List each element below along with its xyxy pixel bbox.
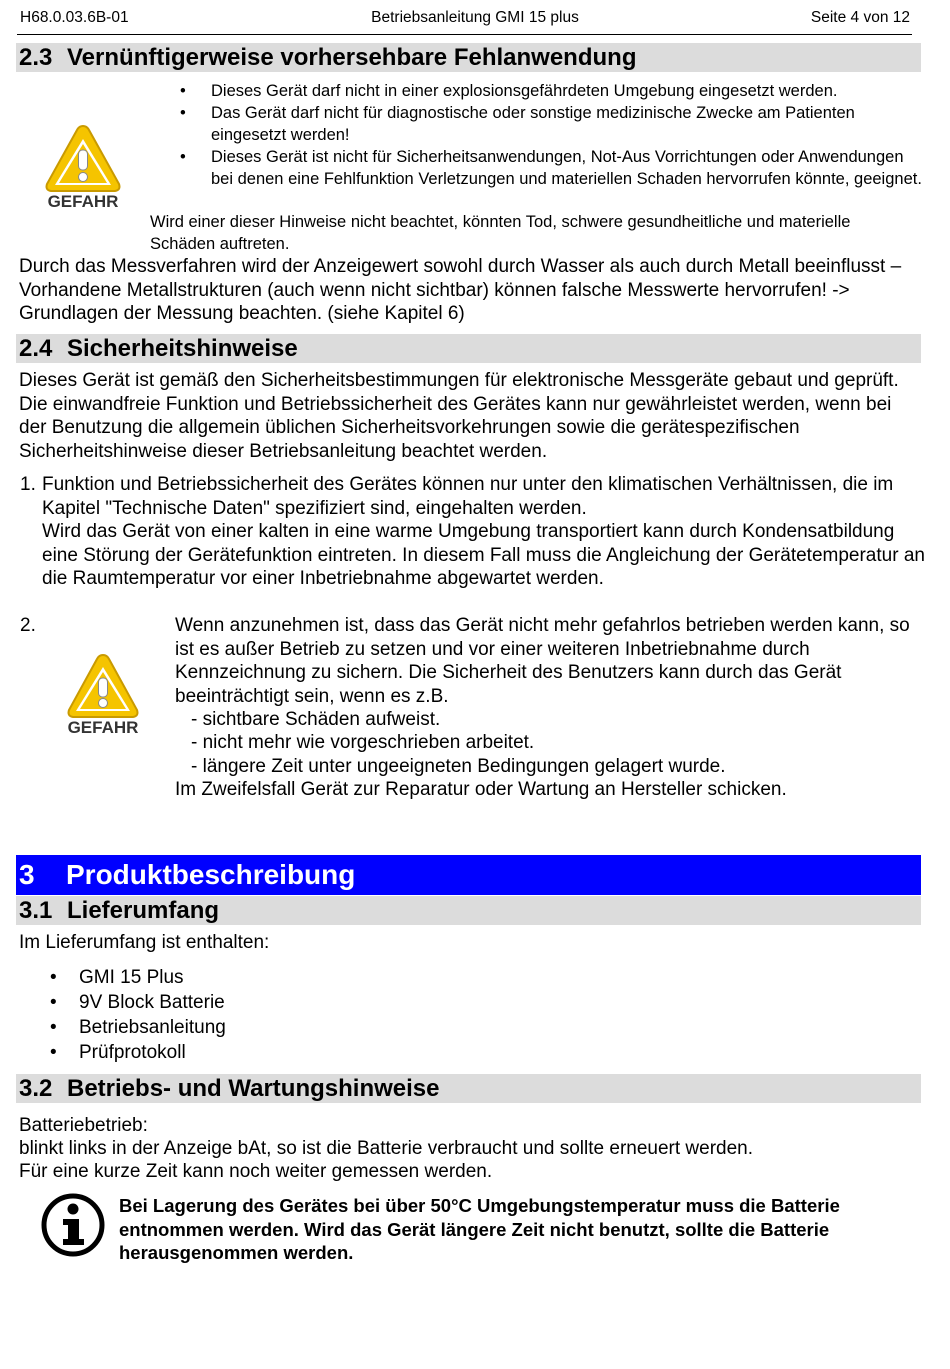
doc-title: Betriebsanleitung GMI 15 plus — [371, 9, 579, 26]
section-2-3-heading — [16, 43, 921, 72]
gefahr-label: GEFAHR — [47, 192, 119, 210]
list-item: • Dieses Gerät darf nicht in einer explosionsgefährdeten Umgebung eingesetzt werden. — [178, 80, 928, 102]
section-number: 2.3 — [19, 44, 53, 71]
list-number: 1. — [20, 474, 36, 495]
safety-closing: Im Zweifelsfall Gerät zur Reparatur oder Wartung an Hersteller schicken. — [175, 779, 787, 800]
chapter-number: 3 — [19, 859, 35, 890]
measurement-note: Durch das Messverfahren wird der Anzeigewert sowohl durch Wasser als auch durch Metall beeinflusst – Vorhandene Metallstrukturen (auch wenn nicht sichtbar) können falsche Messwerte hervorrufen! -> Grundlagen der Messung beachten. (siehe Kapitel 6) — [19, 256, 902, 324]
section-title: Vernünftigerweise vorhersehbare Fehlanwendung — [67, 44, 637, 71]
section-title: Lieferumfang — [67, 897, 220, 924]
page-number: Seite 4 von 12 — [810, 9, 910, 26]
section-title: Sicherheitshinweise — [67, 335, 298, 362]
header-divider — [17, 34, 912, 35]
danger-warning-icon — [62, 651, 144, 737]
chapter-title: Produktbeschreibung — [66, 859, 356, 890]
gefahr-label: GEFAHR — [67, 718, 139, 737]
section-title: Betriebs- und Wartungshinweise — [67, 1075, 440, 1102]
section-number: 3.2 — [19, 1075, 53, 1102]
list-item: • Dieses Gerät ist nicht für Sicherheitsanwendungen, Not-Aus Vorrichtungen oder Anwendungen bei denen eine Fehlfunktion Verletzungen und materiellen Schaden hervorrufen könnte, geeignet. — [178, 146, 928, 190]
battery-line-2: Für eine kurze Zeit kann noch weiter gemessen werden. — [19, 1161, 493, 1182]
delivery-intro: Im Lieferumfang ist enthalten: — [19, 932, 270, 953]
misuse-list — [178, 80, 928, 190]
list-item: • GMI 15 Plus — [50, 965, 226, 990]
chapter-3-heading — [16, 855, 921, 895]
battery-line-1: blinkt links in der Anzeige bAt, so ist die Batterie verbraucht und sollte erneuert werden. — [19, 1138, 754, 1159]
list-item: • Betriebsanleitung — [50, 1015, 226, 1040]
doc-id: H68.0.03.6B-01 — [20, 9, 129, 26]
dash-item: - längere Zeit unter ungeeigneten Bedingungen gelagert wurde. — [191, 756, 726, 777]
storage-note: Bei Lagerung des Gerätes bei über 50°C Umgebungstemperatur muss die Batterie entnommen werden. Wird das Gerät längere Zeit nicht benutzt, sollte die Batterie herausgenommen werden. — [119, 1195, 840, 1263]
delivery-list — [50, 965, 226, 1065]
section-number: 2.4 — [19, 335, 53, 362]
section-3-1-heading — [16, 896, 921, 925]
info-icon — [40, 1192, 106, 1258]
section-number: 3.1 — [19, 897, 53, 924]
safety-item-2: Wenn anzunehmen ist, dass das Gerät nicht mehr gefahrlos betrieben werden kann, so ist es außer Betrieb zu setzen und vor einer weiteren Inbetriebnahme durch Kennzeichnung zu sichern. Die Sicherheit des Benutzers kann durch das Gerät beeinträchtigt sein, wenn es z.B. — [175, 615, 910, 707]
safety-intro: Dieses Gerät ist gemäß den Sicherheitsbestimmungen für elektronische Messgeräte gebaut und geprüft. Die einwandfreie Funktion und Betriebssicherheit des Gerätes kann nur gewährleistet werden, wenn bei der Benutzung die allgemein üblichen Sicherheitsvorkehrungen sowie die gerätespezifischen Sicherheitshinweise dieser Betriebsanleitung beachtet werden. — [19, 370, 899, 462]
list-item: • Prüfprotokoll — [50, 1040, 226, 1065]
section-3-2-heading — [16, 1074, 921, 1103]
misuse-warning-text: Wird einer dieser Hinweise nicht beachtet, könnten Tod, schwere gesundheitliche und materielle Schäden auftreten. — [150, 213, 851, 253]
section-2-4-heading — [16, 334, 921, 363]
list-item: • 9V Block Batterie — [50, 990, 226, 1015]
safety-item-1a: Funktion und Betriebssicherheit des Gerätes können nur unter den klimatischen Verhältnissen, die im Kapitel "Technische Daten" spezifiziert sind, eingehalten werden. — [42, 474, 894, 519]
safety-item-1b: Wird das Gerät von einer kalten in eine warme Umgebung transportiert kann durch Kondensatbildung eine Störung der Gerätefunktion eintreten. In diesem Fall muss die Angleichung der Gerätetemperatur an die Raumtemperatur vor einer Inbetriebnahme abgewartet werden. — [42, 521, 925, 589]
dash-item: - sichtbare Schäden aufweist. — [191, 709, 441, 730]
battery-label: Batteriebetrieb: — [19, 1115, 148, 1136]
dash-item: - nicht mehr wie vorgeschrieben arbeitet. — [191, 732, 535, 753]
list-number: 2. — [20, 615, 36, 636]
danger-warning-icon — [40, 122, 126, 210]
list-item: • Das Gerät darf nicht für diagnostische oder sonstige medizinische Zwecke am Patienten eingesetzt werden! — [178, 102, 928, 146]
